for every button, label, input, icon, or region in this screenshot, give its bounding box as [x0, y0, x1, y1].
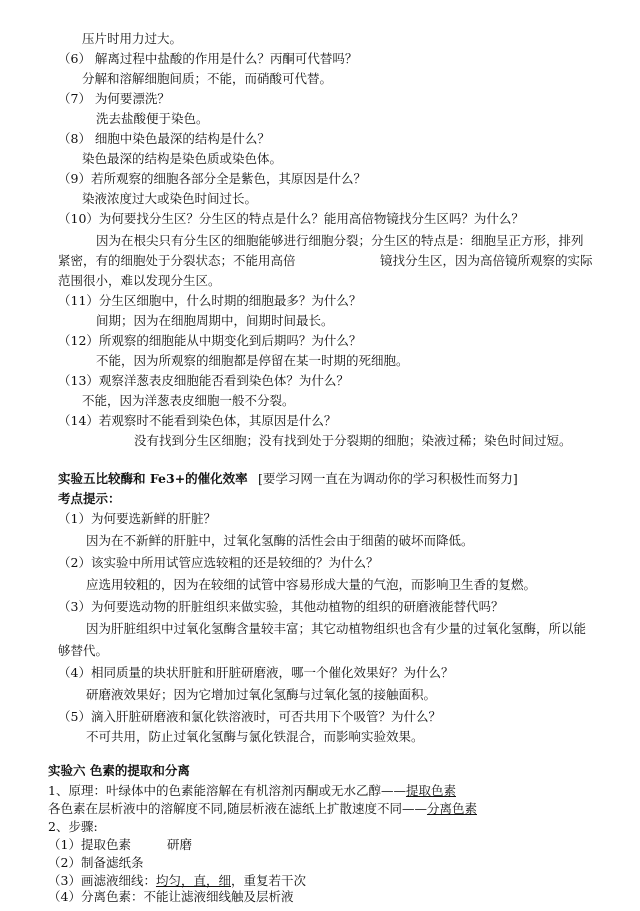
step-4: （4）分离色素：不能让滤液细线触及层析液 — [48, 889, 294, 904]
exp5-answer-3-line-2: 够替代。 — [58, 643, 109, 658]
step-1-note: 研磨 — [166, 837, 192, 852]
principle-line-2 — [48, 800, 477, 818]
principle-line-1 — [48, 782, 456, 800]
principle-underlined-1: 提取色素 — [405, 783, 456, 798]
exp5-answer-5: 不可共用，防止过氧化氢酶与氯化铁混合，而影响实验效果。 — [86, 729, 424, 744]
experiment-6-heading: 实验六 色素的提取和分离 — [48, 763, 190, 778]
answer-10-line-2a: 紧密，有的细胞处于分裂状态；不能用高倍 — [58, 253, 296, 268]
question-7: （7） 为何要漂洗？ — [58, 91, 170, 106]
answer-10-line-3: 范围很小，难以发现分生区。 — [58, 273, 221, 288]
step-1-label: （1）提取色素 — [48, 837, 131, 852]
answer-12: 不能，因为所观察的细胞都是停留在某一时期的死细胞。 — [96, 353, 409, 368]
exp5-answer-4: 研磨液效果好；因为它增加过氧化氢酶与过氧化氢的接触面积。 — [86, 687, 437, 702]
exp5-question-1: （1）为何要选新鲜的肝脏？ — [58, 511, 216, 526]
exp5-question-5: （5）滴入肝脏研磨液和氯化铁溶液时，可否共用下个吸管？为什么？ — [58, 709, 441, 724]
experiment-5-heading: 实验五比较酶和 Fe3+的催化效率 — [58, 471, 248, 486]
exp5-answer-3-line-1: 因为肝脏组织中过氧化氢酶含量较丰富；其它动植物组织也含有少量的过氧化氢酶，所以能 — [86, 621, 587, 636]
steps-label: 2、步骤: — [48, 819, 98, 834]
source-note: [要学习网一直在为调动你的学习积极性而努力] — [258, 471, 518, 486]
answer-7: 洗去盐酸便于染色。 — [96, 111, 209, 126]
question-12: （12）所观察的细胞能从中期变化到后期吗？为什么？ — [58, 333, 362, 348]
step-3-tail: ，重复若干次 — [230, 873, 306, 888]
exp5-question-2: （2）该实验中所用试管应选较粗的还是较细的？为什么？ — [58, 555, 379, 570]
step-3 — [48, 872, 306, 890]
principle-text-2: 各色素在层析液中的溶解度不同,随层析液在滤纸上扩散速度不同—— — [48, 801, 427, 816]
question-14: （14）若观察时不能看到染色体，其原因是什么？ — [58, 413, 337, 428]
question-6: （6） 解离过程中盐酸的作用是什么？丙酮可代替吗？ — [58, 51, 358, 66]
key-points-label: 考点提示： — [58, 491, 121, 506]
answer-6: 分解和溶解细胞间质；不能，而硝酸可代替。 — [82, 71, 333, 86]
answer-14: 没有找到分生区细胞；没有找到处于分裂期的细胞；染液过稀；染色时间过短。 — [134, 433, 572, 448]
answer-13: 不能，因为洋葱表皮细胞一般不分裂。 — [82, 393, 295, 408]
question-9: （9）若所观察的细胞各部分全是紫色，其原因是什么？ — [58, 171, 366, 186]
answer-11: 间期；因为在细胞周期中，间期时间最长。 — [96, 313, 334, 328]
exp5-question-4: （4）相同质量的块状肝脏和肝脏研磨液，哪一个催化效果好？为什么？ — [58, 665, 454, 680]
exp5-answer-2: 应选用较粗的，因为在较细的试管中容易形成大量的气泡，而影响卫生香的复燃。 — [86, 577, 537, 592]
question-8: （8） 细胞中染色最深的结构是什么？ — [58, 131, 270, 146]
answer-text: 压片时用力过大。 — [82, 31, 183, 46]
exp5-answer-1: 因为在不新鲜的肝脏中，过氧化氢酶的活性会由于细菌的破坏而降低。 — [86, 533, 474, 548]
question-11: （11）分生区细胞中，什么时期的细胞最多？为什么？ — [58, 293, 362, 308]
answer-8: 染色最深的结构是染色质或染色体。 — [82, 151, 283, 166]
answer-10-line-1: 因为在根尖只有分生区的细胞能够进行细胞分裂；分生区的特点是：细胞呈正方形，排列 — [96, 233, 584, 248]
step-2: （2）制备滤纸条 — [48, 855, 144, 870]
step-1 — [48, 836, 192, 854]
principle-underlined-2: 分离色素 — [426, 801, 477, 816]
answer-9: 染液浓度过大或染色时间过长。 — [82, 191, 258, 206]
exp5-question-3: （3）为何要选动物的肝脏组织来做实验，其他动植物的组织的研磨液能替代吗？ — [58, 599, 504, 614]
question-10: （10）为何要找分生区？分生区的特点是什么？能用高倍物镜找分生区吗？为什么？ — [58, 211, 524, 226]
step-3-label: （3）画滤液细线： — [48, 873, 156, 888]
question-13: （13）观察洋葱表皮细胞能否看到染色体？为什么？ — [58, 373, 349, 388]
answer-10-line-2b: 镜找分生区，因为高倍镜所观察的实际 — [380, 253, 593, 268]
principle-text-1: 1、原理：叶绿体中的色素能溶解在有机溶剂丙酮或无水乙醇—— — [48, 783, 406, 798]
step-3-underlined: 均匀，直，细 — [155, 873, 231, 888]
